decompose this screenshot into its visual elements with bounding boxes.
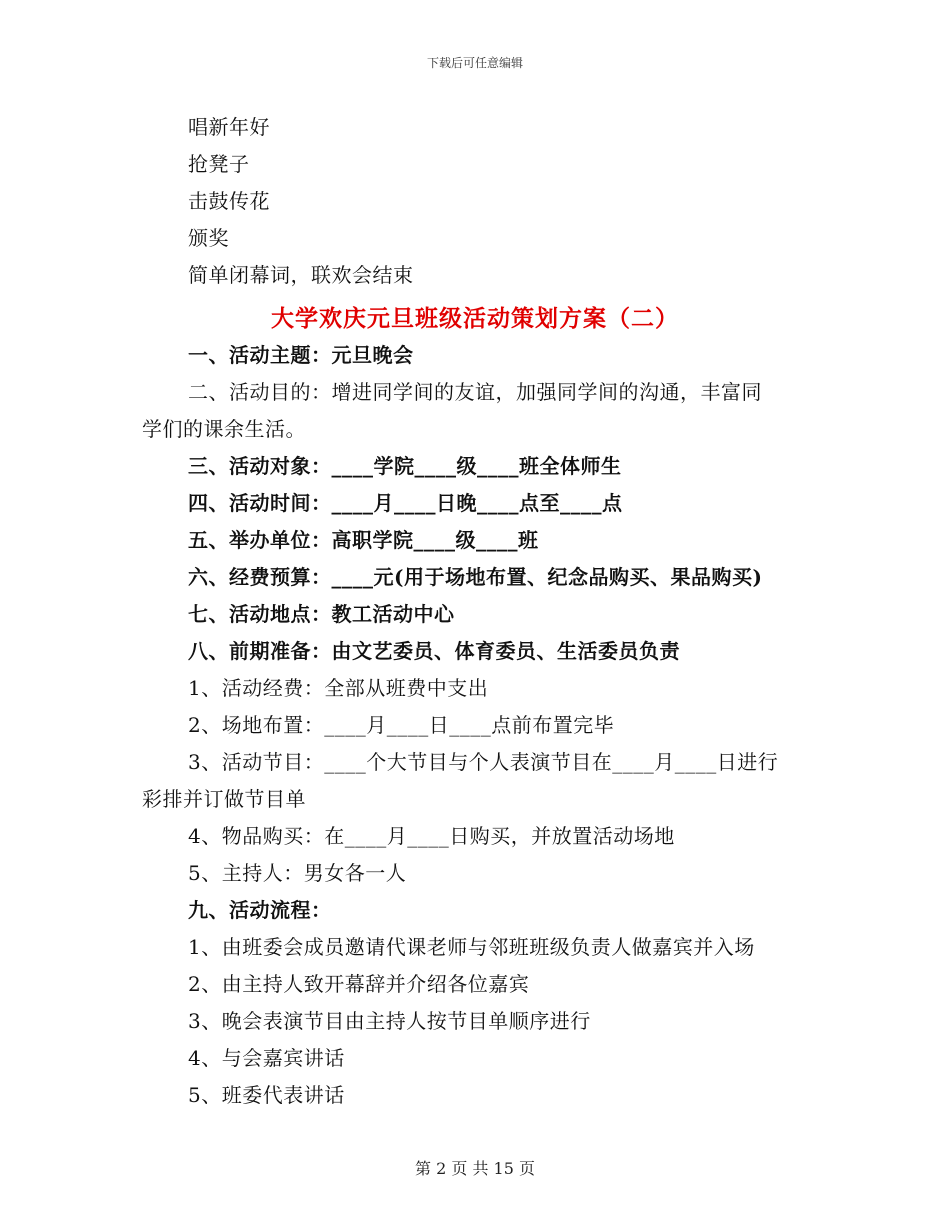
list-item: 5、班委代表讲话 bbox=[188, 1083, 345, 1107]
list-item: 4、物品购买：在____月____日购买，并放置活动场地 bbox=[188, 824, 675, 848]
list-item-cont: 彩排并订做节目单 bbox=[142, 787, 306, 811]
list-item: 2、场地布置：____月____日____点前布置完毕 bbox=[188, 713, 615, 737]
list-item: 1、由班委会成员邀请代课老师与邻班班级负责人做嘉宾并入场 bbox=[188, 935, 755, 959]
heading-time: 四、活动时间：____月____日晚____点至____点 bbox=[188, 491, 623, 515]
heading-theme: 一、活动主题：元旦晚会 bbox=[188, 343, 414, 367]
paragraph-purpose: 二、活动目的：增进同学间的友谊，加强同学间的沟通，丰富同 bbox=[188, 380, 762, 404]
list-item: 3、晚会表演节目由主持人按节目单顺序进行 bbox=[188, 1009, 591, 1033]
paragraph-purpose-cont: 学们的课余生活。 bbox=[142, 417, 306, 441]
list-item: 抢凳子 bbox=[188, 152, 250, 176]
list-item: 击鼓传花 bbox=[188, 189, 270, 213]
heading-preparation: 八、前期准备：由文艺委员、体育委员、生活委员负责 bbox=[188, 639, 680, 663]
list-item: 颁奖 bbox=[188, 226, 229, 250]
list-item: 2、由主持人致开幕辞并介绍各位嘉宾 bbox=[188, 972, 530, 996]
list-item: 简单闭幕词，联欢会结束 bbox=[188, 263, 414, 287]
list-item: 唱新年好 bbox=[188, 115, 270, 139]
list-item: 5、主持人：男女各一人 bbox=[188, 861, 407, 885]
heading-process: 九、活动流程： bbox=[188, 898, 332, 922]
section-title: 大学欢庆元旦班级活动策划方案（二） bbox=[271, 305, 679, 332]
page-footer: 第 2 页 共 15 页 bbox=[415, 1159, 535, 1178]
heading-organizer: 五、举办单位：高职学院____级____班 bbox=[188, 528, 539, 552]
heading-budget: 六、经费预算：____元(用于场地布置、纪念品购买、果品购买) bbox=[188, 565, 763, 589]
page-header: 下载后可任意编辑 bbox=[426, 56, 523, 70]
list-item: 1、活动经费：全部从班费中支出 bbox=[188, 676, 489, 700]
list-item: 3、活动节目：____个大节目与个人表演节目在____月____日进行 bbox=[188, 750, 779, 774]
list-item: 4、与会嘉宾讲话 bbox=[188, 1046, 345, 1070]
heading-audience: 三、活动对象：____学院____级____班全体师生 bbox=[188, 454, 622, 478]
heading-venue: 七、活动地点：教工活动中心 bbox=[188, 602, 455, 626]
